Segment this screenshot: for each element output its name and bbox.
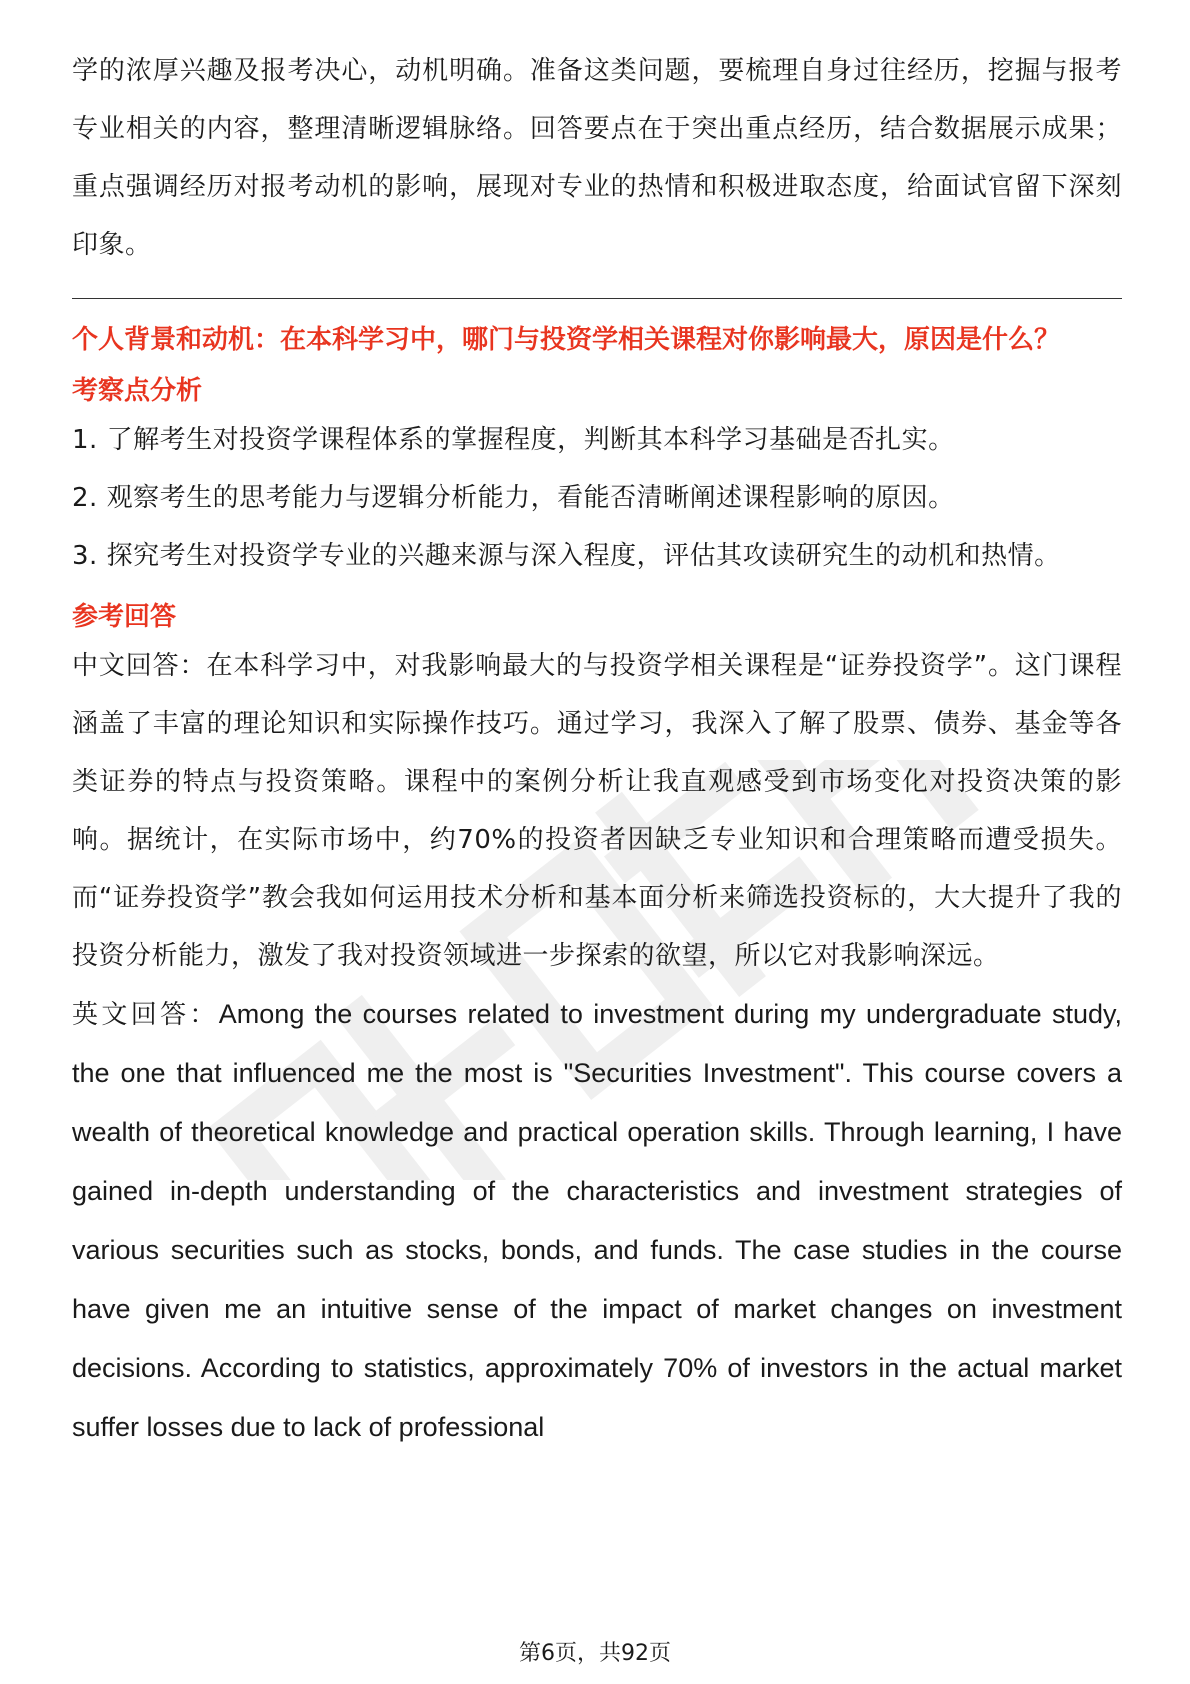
question-title: 个人背景和动机：在本科学习中，哪门与投资学相关课程对你影响最大，原因是什么？ [72, 325, 1061, 355]
english-answer-text: Among the courses related to investment during my undergraduate study, the one that influenced me the most is "Securities Investment". This course covers a wealth of theoretical knowledge and practical operation skills. Through learning, I have gained in-depth understanding of the characteristics and investment strategies of various securities such as stocks, bonds, and funds. The case studies in the course have given me an intuitive sense of the impact of market changes on investment decisions. According to statistics, approximately 70% of investors in the actual market suffer losses due to lack of professional [72, 999, 1122, 1442]
section-divider [72, 298, 1122, 299]
chinese-answer-label: 中文回答： [72, 651, 207, 681]
chinese-answer-text: 在本科学习中，对我影响最大的与投资学相关课程是“证券投资学”。这门课程涵盖了丰富的理论知识和实际操作技巧。通过学习，我深入了解了股票、债券、基金等各类证券的特点与投资策略。课程中的案例分析让我直观感受到市场变化对投资决策的影响。据统计，在实际市场中，约70%的投资者因缺乏专业知识和合理策略而遭受损失。而“证券投资学”教会我如何运用技术分析和基本面分析来筛选投资标的，大大提升了我的投资分析能力，激发了我对投资领域进一步探索的欲望，所以它对我影响深远。 [72, 651, 1122, 971]
analysis-item: 2. 观察考生的思考能力与逻辑分析能力，看能否清晰阐述课程影响的原因。 [72, 483, 955, 513]
english-answer [72, 985, 1122, 1457]
page-content [72, 42, 1122, 1457]
analysis-list [72, 411, 1122, 585]
intro-paragraph: 学的浓厚兴趣及报考决心，动机明确。准备这类问题，要梳理自身过往经历，挖掘与报考专业相关的内容，整理清晰逻辑脉络。回答要点在于突出重点经历，结合数据展示成果；重点强调经历对报考动机的影响，展现对专业的热情和积极进取态度，给面试官留下深刻印象。 [72, 56, 1122, 260]
analysis-item: 1. 了解考生对投资学课程体系的掌握程度，判断其本科学习基础是否扎实。 [72, 425, 955, 455]
page-number-footer: 第6页，共92页 [519, 1641, 671, 1666]
chinese-answer [72, 637, 1122, 985]
analysis-heading: 考察点分析 [72, 376, 203, 406]
analysis-item: 3. 探究考生对投资学专业的兴趣来源与深入程度，评估其攻读研究生的动机和热情。 [72, 541, 1061, 571]
english-answer-label: 英文回答： [72, 1000, 219, 1030]
reference-heading: 参考回答 [72, 602, 177, 632]
